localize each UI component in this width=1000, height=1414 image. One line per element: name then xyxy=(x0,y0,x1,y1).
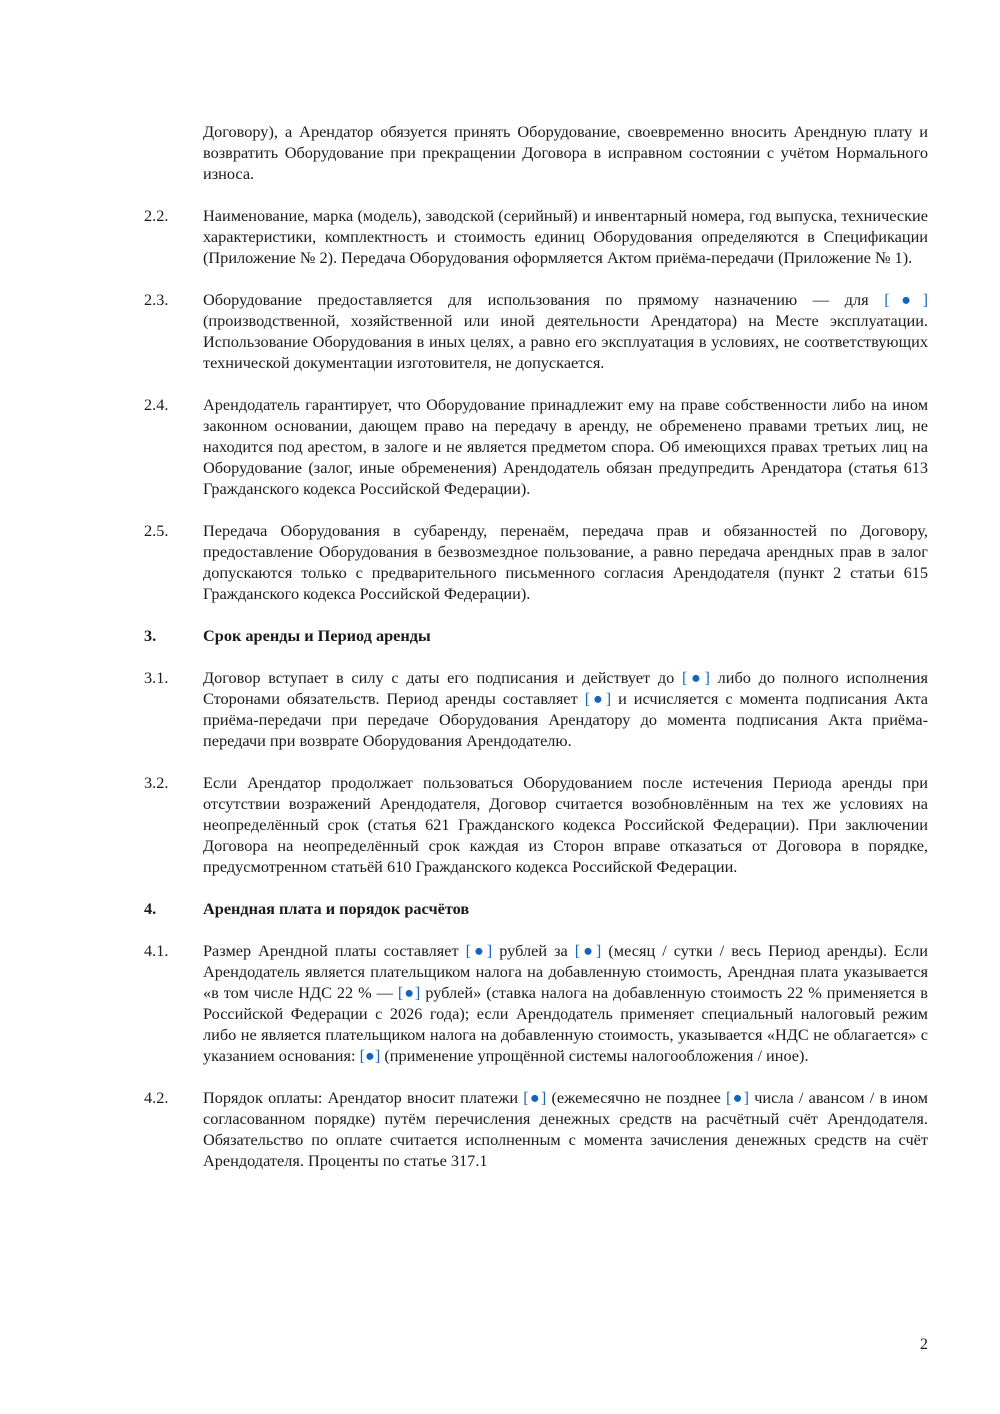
placeholder-field: [●] xyxy=(574,941,602,960)
text-run: (применение упрощённой системы налогообложения / иное). xyxy=(380,1046,809,1065)
clause-number: 3.2. xyxy=(144,773,169,792)
text-run: рублей за xyxy=(492,941,575,960)
placeholder-field: [●] xyxy=(584,689,612,708)
text-run: (производственной, хозяйственной или иной деятельности Арендатора) на Месте эксплуатации. Использование Оборудования в иных целях, а равно его эксплуатация в условиях, не соответствующих технической документации изготовителя, не допускается. xyxy=(203,311,928,372)
text-run: либо до полного исполнения Сторонами обязательств. Период аренды составляет xyxy=(203,668,928,708)
placeholder-field: [●] xyxy=(397,983,421,1002)
text-run: и исчисляется с момента подписания Акта приёма-передачи при передаче Оборудования Арендатору до момента подписания Акта приёма-передачи при возврате Оборудования Арендодателю. xyxy=(203,689,928,750)
text-run: Порядок оплаты: Арендатор вносит платежи xyxy=(203,1088,524,1107)
clause-text xyxy=(203,289,928,373)
placeholder-field: [●] xyxy=(523,1088,547,1107)
section-heading-4 xyxy=(144,898,928,919)
text-run: числа / авансом / в ином согласованном порядке) путём перечисления денежных средств на расчётный счёт Арендодателя. Обязательство по оплате считается исполненным с момента зачисления денежных средств на счёт Арендодателя. Проценты по статье 317.1 xyxy=(203,1088,928,1170)
clause-text: Арендодатель гарантирует, что Оборудование принадлежит ему на праве собственности либо на ином законном основании, дающем право на передачу в аренду, не обременено правами третьих лиц, не находится под арестом, в залоге и не является предметом спора. Об имеющихся правах третьих лиц на Оборудование (залог, иные обременения) Арендодатель обязан предупредить Арендатора (статья 613 Гражданского кодекса Российской Федерации). xyxy=(203,395,928,498)
clause-text: Если Арендатор продолжает пользоваться Оборудованием после истечения Периода аренды при отсутствии возражений Арендодателя, Договор считается возобновлённым на тех же условиях на неопределённый срок (статья 621 Гражданского кодекса Российской Федерации). При заключении Договора на неопределённый срок каждая из Сторон вправе отказаться от Договора в порядке, предусмотренном статьёй 610 Гражданского кодекса Российской Федерации. xyxy=(203,773,928,876)
text-run: (ежемесячно не позднее xyxy=(546,1088,727,1107)
page-content xyxy=(144,121,928,1192)
clause-2-4 xyxy=(144,394,928,499)
clause-text xyxy=(203,940,928,1066)
clause-number: 2.2. xyxy=(144,206,169,225)
clause-2-3 xyxy=(144,289,928,373)
clause-number: 2.4. xyxy=(144,395,169,414)
section-title: Арендная плата и порядок расчётов xyxy=(203,899,470,918)
clause-text xyxy=(203,1087,928,1171)
placeholder-field: [●] xyxy=(726,1088,749,1107)
text-run: (месяц / сутки / весь Период аренды). Если Арендодатель является плательщиком налога на добавленную стоимость, Арендная плата указывается «в том числе НДС 22 % — xyxy=(203,941,928,1002)
placeholder-field: [●] xyxy=(682,668,710,687)
section-title: Срок аренды и Период аренды xyxy=(203,626,431,645)
text-run: Договор вступает в силу с даты его подписания и действует до xyxy=(203,668,682,687)
placeholder-field: [●] xyxy=(359,1046,381,1065)
clause-number: 3.1. xyxy=(144,668,169,687)
text-run: Размер Арендной платы составляет xyxy=(203,941,466,960)
clause-2-2 xyxy=(144,205,928,268)
clause-number: 4.2. xyxy=(144,1088,169,1107)
clause-2-5 xyxy=(144,520,928,604)
clause-3-2 xyxy=(144,772,928,877)
text-run: рублей» (ставка налога на добавленную стоимость 22 % применяется в Российской Федерации с 2026 года); если Арендодатель применяет специальный налоговый режим либо не является плательщиком налога на добавленную стоимость, указывается «НДС не облагается» с указанием основания: xyxy=(203,983,928,1065)
clause-number: 4.1. xyxy=(144,941,169,960)
paragraph-continuation: Договору), а Арендатор обязуется принять Оборудование, своевременно вносить Арендную плату и возвратить Оборудование при прекращении Договора в исправном состоянии с учётом Нормального износа. xyxy=(203,122,928,183)
clause-number: 2.5. xyxy=(144,521,169,540)
clause-4-1 xyxy=(144,940,928,1066)
clause-text: Передача Оборудования в субаренду, перенаём, передача прав и обязанностей по Договору, предоставление Оборудования в безвозмездное пользование, а равно передача арендных прав в залог допускаются только с предварительного письменного согласия Арендодателя (пункт 2 статьи 615 Гражданского кодекса Российской Федерации). xyxy=(203,521,928,603)
clause-number: 2.3. xyxy=(144,290,169,309)
clause-text: Наименование, марка (модель), заводской (серийный) и инвентарный номера, год выпуска, технические характеристики, комплектность и стоимость единиц Оборудования определяются в Спецификации (Приложение № 2). Передача Оборудования оформляется Актом приёма-передачи (Приложение № 1). xyxy=(203,206,928,267)
section-number: 3. xyxy=(144,626,157,645)
text-run: Оборудование предоставляется для использования по прямому назначению — для xyxy=(203,290,885,309)
placeholder-field: [●] xyxy=(465,941,493,960)
clause-4-2 xyxy=(144,1087,928,1171)
placeholder-field: [●] xyxy=(884,290,928,309)
clause-3-1 xyxy=(144,667,928,751)
section-number: 4. xyxy=(144,899,157,918)
clause-text xyxy=(203,667,928,751)
section-heading-3 xyxy=(144,625,928,646)
page-number: 2 xyxy=(919,1334,928,1353)
